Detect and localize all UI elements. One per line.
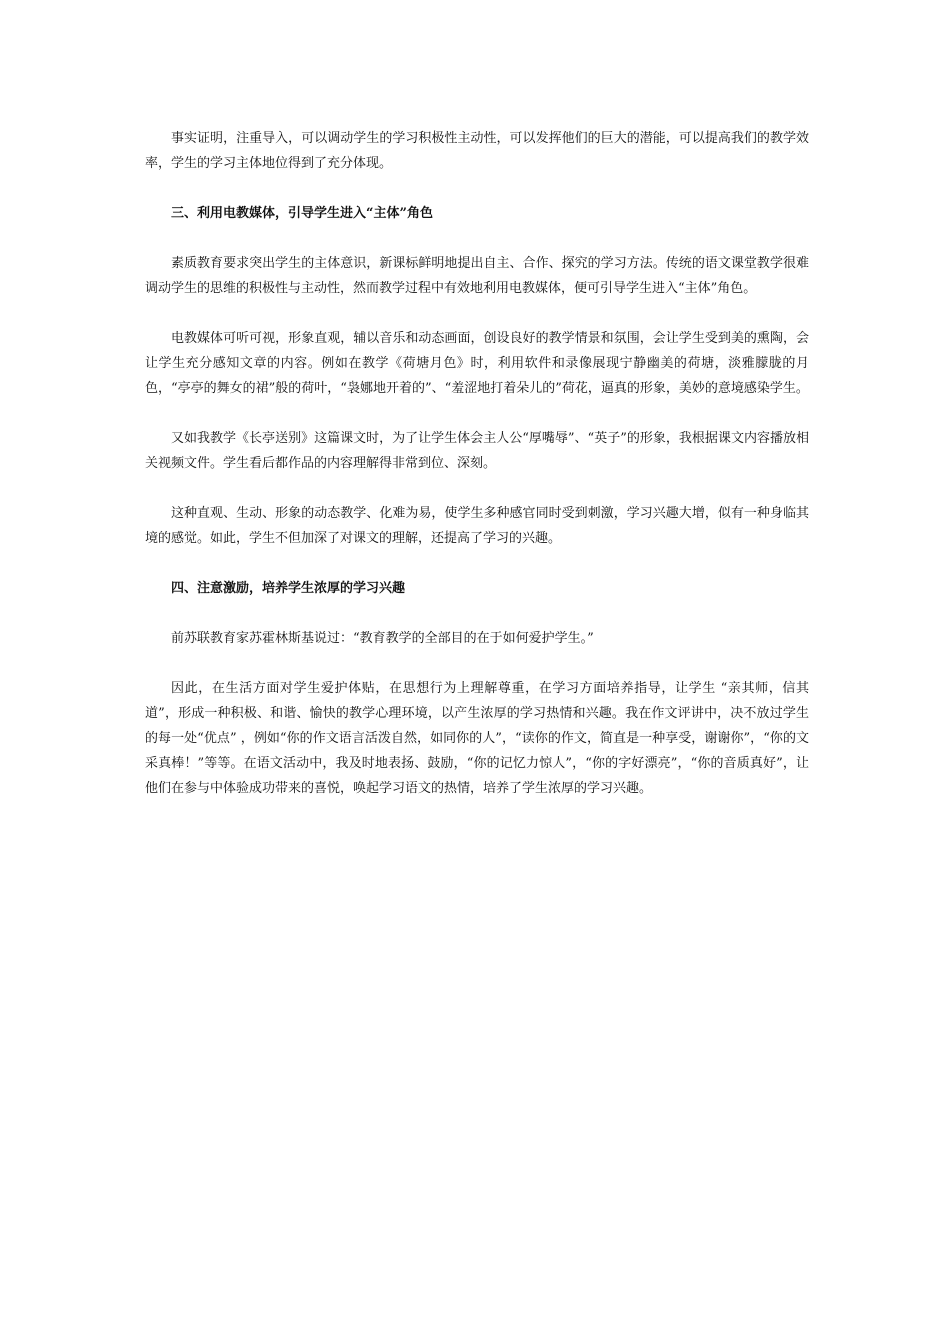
paragraph-media-example: 电教媒体可听可视，形象直观，辅以音乐和动态画面，创设良好的教学情景和氛围，会让学生受到美的熏陶，会让学生充分感知文章的内容。例如在教学《荷塘月色》时，利用软件和录像展现宁静幽美的荷塘，淡雅朦胧的月色，“亭亭的舞女的裙”般的荷叶，“袅娜地开着的”、“羞涩地打着朵儿的”荷花，逼真的形象，美妙的意境感染学生。 xyxy=(145,331,809,396)
paragraph-quote: 前苏联教育家苏霍林斯基说过：“教育教学的全部目的在于如何爱护学生。” xyxy=(171,631,594,646)
section-heading-4: 四、注意激励，培养学生浓厚的学习兴趣 xyxy=(171,581,406,596)
paragraph-video-example: 又如我教学《长亭送别》这篇课文时，为了让学生体会主人公“厚嘴辱”、“英子”的形象，我根据课文内容播放相关视频文件。学生看后都作品的内容理解得非常到位、深刻。 xyxy=(145,431,809,471)
paragraph-subject-awareness: 素质教育要求突出学生的主体意识，新课标鲜明地提出自主、合作、探究的学习方法。传统的语文课堂教学很难调动学生的思维的积极性与主动性，然而教学过程中有效地利用电教媒体，便可引导学生进入“主体”角色。 xyxy=(145,256,809,296)
document-body xyxy=(145,126,809,801)
paragraph-dynamic-teaching: 这种直观、生动、形象的动态教学、化难为易，使学生多种感官同时受到刺激，学习兴趣大增，似有一种身临其境的感觉。如此，学生不但加深了对课文的理解，还提高了学习的兴趣。 xyxy=(145,506,809,546)
paragraph-conclusion: 事实证明，注重导入，可以调动学生的学习积极性主动性，可以发挥他们的巨大的潜能，可以提高我们的教学效率，学生的学习主体地位得到了充分体现。 xyxy=(145,131,809,171)
paragraph-encouragement: 因此，在生活方面对学生爱护体贴，在思想行为上理解尊重，在学习方面培养指导，让学生 “亲其师，信其道”，形成一种积极、和谐、愉快的教学心理环境，以产生浓厚的学习热情和兴趣。我在作文评讲中，决不放过学生的每一处“优点” ，例如“你的作文语言活泼自然，如同你的人”，“读你的作文，简直是一种享受，谢谢你”，“你的文采真棒！”等等。在语文活动中，我及时地表扬、鼓励，“你的记忆力惊人”，“你的字好漂亮”，“你的音质真好”，让他们在参与中体验成功带来的喜悦，唤起学习语文的热情，培养了学生浓厚的学习兴趣。 xyxy=(145,681,809,796)
section-heading-3: 三、利用电教媒体，引导学生进入“主体”角色 xyxy=(171,206,433,221)
